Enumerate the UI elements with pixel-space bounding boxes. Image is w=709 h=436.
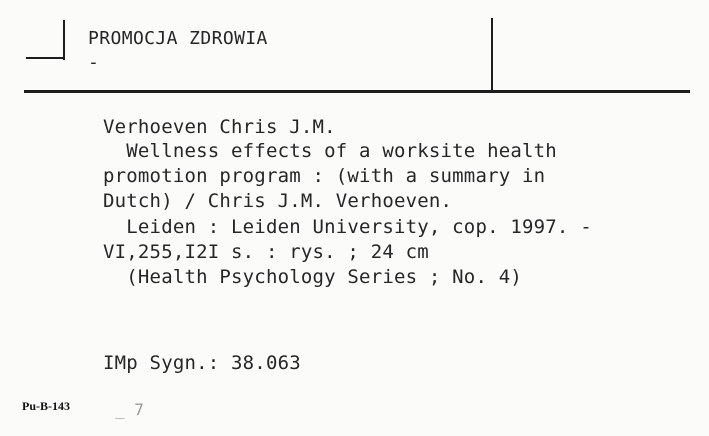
entry-line-responsibility: Dutch) / Chris J.M. Verhoeven. [103, 190, 453, 212]
pencil-mark: _ 7 [115, 400, 144, 419]
library-stamp-code: Pu-B-143 [22, 399, 70, 413]
entry-line-series: (Health Psychology Series ; No. 4) [103, 266, 523, 288]
call-number: IMp Sygn.: 38.063 [103, 352, 301, 374]
corner-bracket-horizontal [26, 57, 65, 59]
header-rule [24, 90, 690, 93]
subject-heading: PROMOCJA ZDROWIA [88, 28, 268, 49]
header-divider-vertical [491, 18, 493, 92]
entry-line-title: Wellness effects of a worksite health [103, 140, 557, 162]
entry-line-physical: VI,255,I2I s. : rys. ; 24 cm [103, 241, 429, 263]
entry-line-title-cont: promotion program : (with a summary in [103, 165, 546, 187]
entry-line-author: Verhoeven Chris J.M. [103, 116, 336, 138]
corner-bracket-vertical [63, 20, 65, 60]
entry-line-publication: Leiden : Leiden University, cop. 1997. - [103, 216, 592, 238]
subject-heading-sub: - [88, 52, 100, 73]
